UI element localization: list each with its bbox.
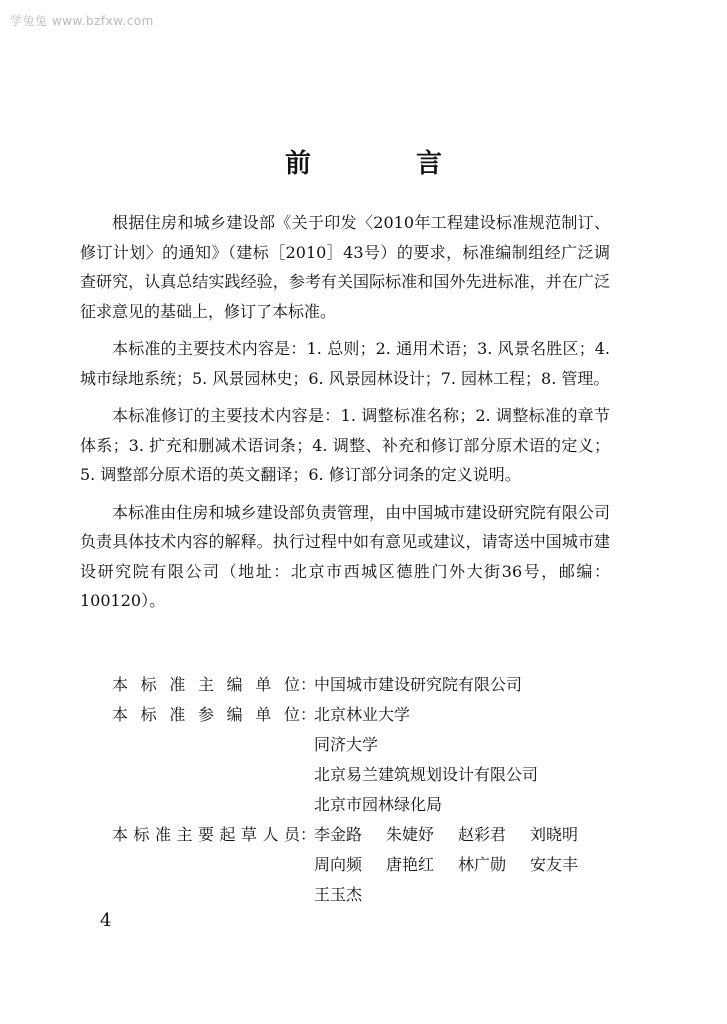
participant-item: 同济大学 <box>314 735 379 754</box>
drafter-name: 周向频 <box>314 855 363 874</box>
drafter-name: 李金路 <box>314 825 363 844</box>
drafters-row <box>80 820 640 910</box>
drafter-name: 刘晓明 <box>530 825 579 844</box>
colon: ： <box>300 825 317 844</box>
paragraph-3: 本标准修订的主要技术内容是：1. 调整标准名称；2. 调整标准的章节体系；3. 扩充和删减术语词条；4. 调整、补充和修订部分原术语的定义；5. 调整部分原术语的英文翻译；6. 修订部分词条的定义说明。 <box>80 406 610 484</box>
drafter-name: 赵彩君 <box>458 825 507 844</box>
drafter-name: 安友丰 <box>530 855 579 874</box>
participants-list <box>314 700 640 820</box>
chief-editor-row <box>80 670 640 700</box>
colon: ： <box>300 705 317 724</box>
watermark-text: 学兔兔 www.bzfxw.com <box>10 14 154 28</box>
drafter-name: 王玉杰 <box>314 885 363 904</box>
chief-editor-value: 中国城市建设研究院有限公司 <box>314 675 523 694</box>
participant-item: 北京易兰建筑规划设计有限公司 <box>314 765 539 784</box>
chief-editor-label: 本标准主编单位 <box>112 675 300 694</box>
participant-item: 北京林业大学 <box>314 705 411 724</box>
paragraph-2: 本标准的主要技术内容是：1. 总则；2. 通用术语；3. 风景名胜区；4. 城市绿地系统；5. 风景园林史；6. 风景园林设计；7. 园林工程；8. 管理。 <box>80 339 610 388</box>
colon: ： <box>300 675 317 694</box>
drafter-name: 唐艳红 <box>386 855 435 874</box>
preface-body <box>80 208 610 624</box>
credits-block <box>80 670 640 910</box>
participant-item: 北京市园林绿化局 <box>314 795 443 814</box>
participants-label: 本标准参编单位 <box>112 705 300 724</box>
page-title: 前 言 <box>284 149 491 179</box>
drafter-name: 朱婕妤 <box>386 825 435 844</box>
page-number: 4 <box>100 910 112 931</box>
drafter-name: 林广勋 <box>458 855 507 874</box>
paragraph-4: 本标准由住房和城乡建设部负责管理，由中国城市建设研究院有限公司负责具体技术内容的解释。执行过程中如有意见或建议，请寄送中国城市建设研究院有限公司（地址：北京市西城区德胜门外大街36号，邮编：100120）。 <box>80 502 610 610</box>
participants-row <box>80 700 640 820</box>
paragraph-1: 根据住房和城乡建设部《关于印发〈2010年工程建设标准规范制订、修订计划〉的通知》（建标［2010］43号）的要求，标准编制组经广泛调查研究，认真总结实践经验，参考有关国际标准和国外先进标准，并在广泛征求意见的基础上，修订了本标准。 <box>80 213 610 321</box>
drafters-label: 本标准主要起草人员 <box>112 825 300 844</box>
drafters-list <box>314 820 640 910</box>
